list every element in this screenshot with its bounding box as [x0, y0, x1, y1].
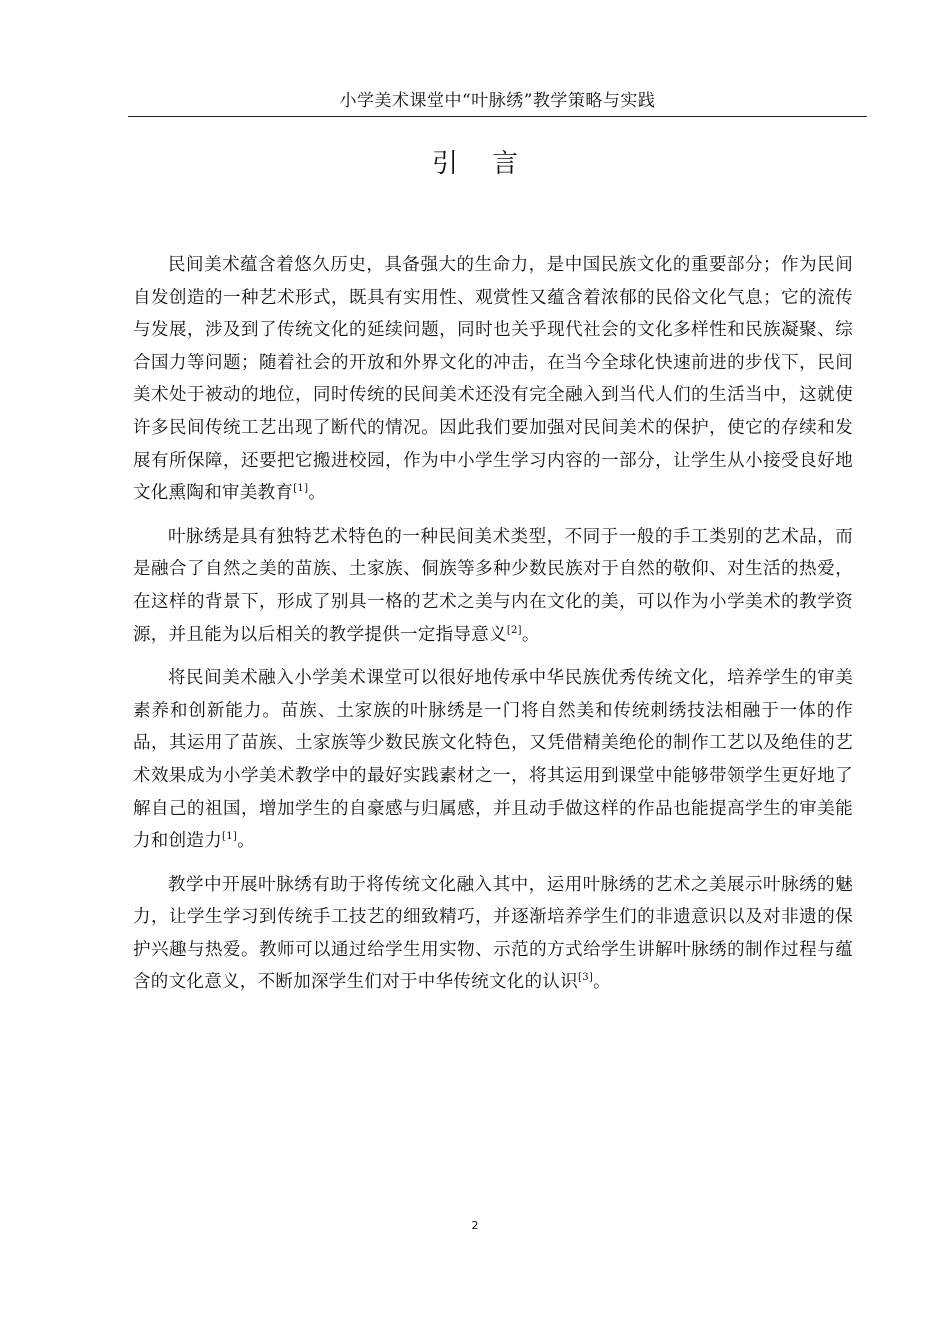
- citation-marker: [3]: [578, 972, 594, 984]
- running-header: [128, 88, 867, 117]
- page-number: 2: [471, 1219, 479, 1232]
- paragraph-text: 叶脉绣是具有独特艺术特色的一种民间美术类型，不同于一般的手工类别的艺术品，而是融合了自然之美的苗族、土家族、侗族等多种少数民族对于自然的敬仰、对生活的热爱，在这样的背景下，形成了别具一格的艺术之美与内在文化的美，可以作为小学美术的教学资源，并且能为以后相关的教学提供一定指导意义: [133, 526, 853, 645]
- paragraph: [133, 249, 853, 510]
- paragraph-text: 民间美术蕴含着悠久历史，具备强大的生命力，是中国民族文化的重要部分；作为民间自发创造的一种艺术形式，既具有实用性、观赏性又蕴含着浓郁的民俗文化气息；它的流传与发展，涉及到了传统文化的延续问题，同时也关乎现代社会的文化多样性和民族凝聚、综合国力等问题；随着社会的开放和外界文化的冲击，在当今全球化快速前进的步伐下，民间美术处于被动的地位，同时传统的民间美术还没有完全融入到当代人们的生活当中，这就使许多民间传统工艺出现了断代的情况。因此我们要加强对民间美术的保护，使它的存续和发展有所保障，还要把它搬进校园，作为中小学生学习内容的一部分，让学生从小接受良好地文化熏陶和审美教育: [133, 255, 853, 504]
- body-text: [133, 249, 853, 1010]
- running-header-title: 小学美术课堂中“叶脉绣”教学策略与实践: [339, 91, 656, 111]
- citation-marker: [2]: [506, 624, 522, 636]
- paragraph: [133, 869, 853, 999]
- paragraph-end: 。: [593, 972, 611, 993]
- paragraph: [133, 521, 853, 651]
- section-title: 引言: [431, 149, 552, 179]
- paragraph: [133, 662, 853, 858]
- paragraph-end: 。: [521, 624, 540, 645]
- paragraph-text: 将民间美术融入小学美术课堂可以很好地传承中华民族优秀传统文化，培养学生的审美素养和创新能力。苗族、土家族的叶脉绣是一门将自然美和传统刺绣技法相融于一体的作品，其运用了苗族、土家族等少数民族文化特色，又凭借精美绝伦的制作工艺以及绝佳的艺术效果成为小学美术教学中的最好实践素材之一，将其运用到课堂中能够带领学生更好地了解自己的祖国，增加学生的自豪感与归属感，并且动手做这样的作品也能提高学生的审美能力和创造力: [133, 668, 853, 852]
- citation-marker: [1]: [293, 483, 309, 495]
- citation-marker: [1]: [222, 831, 238, 843]
- paragraph-end: 。: [308, 483, 327, 504]
- paragraph-end: 。: [237, 831, 255, 852]
- paragraph-text: 教学中开展叶脉绣有助于将传统文化融入其中，运用叶脉绣的艺术之美展示叶脉绣的魅力，让学生学习到传统手工技艺的细致精巧，并逐渐培养学生们的非遗意识以及对非遗的保护兴趣与热爱。教师可以通过给学生用实物、示范的方式给学生讲解叶脉绣的制作过程与蕴含的文化意义，不断加深学生们对于中华传统文化的认识: [133, 874, 853, 993]
